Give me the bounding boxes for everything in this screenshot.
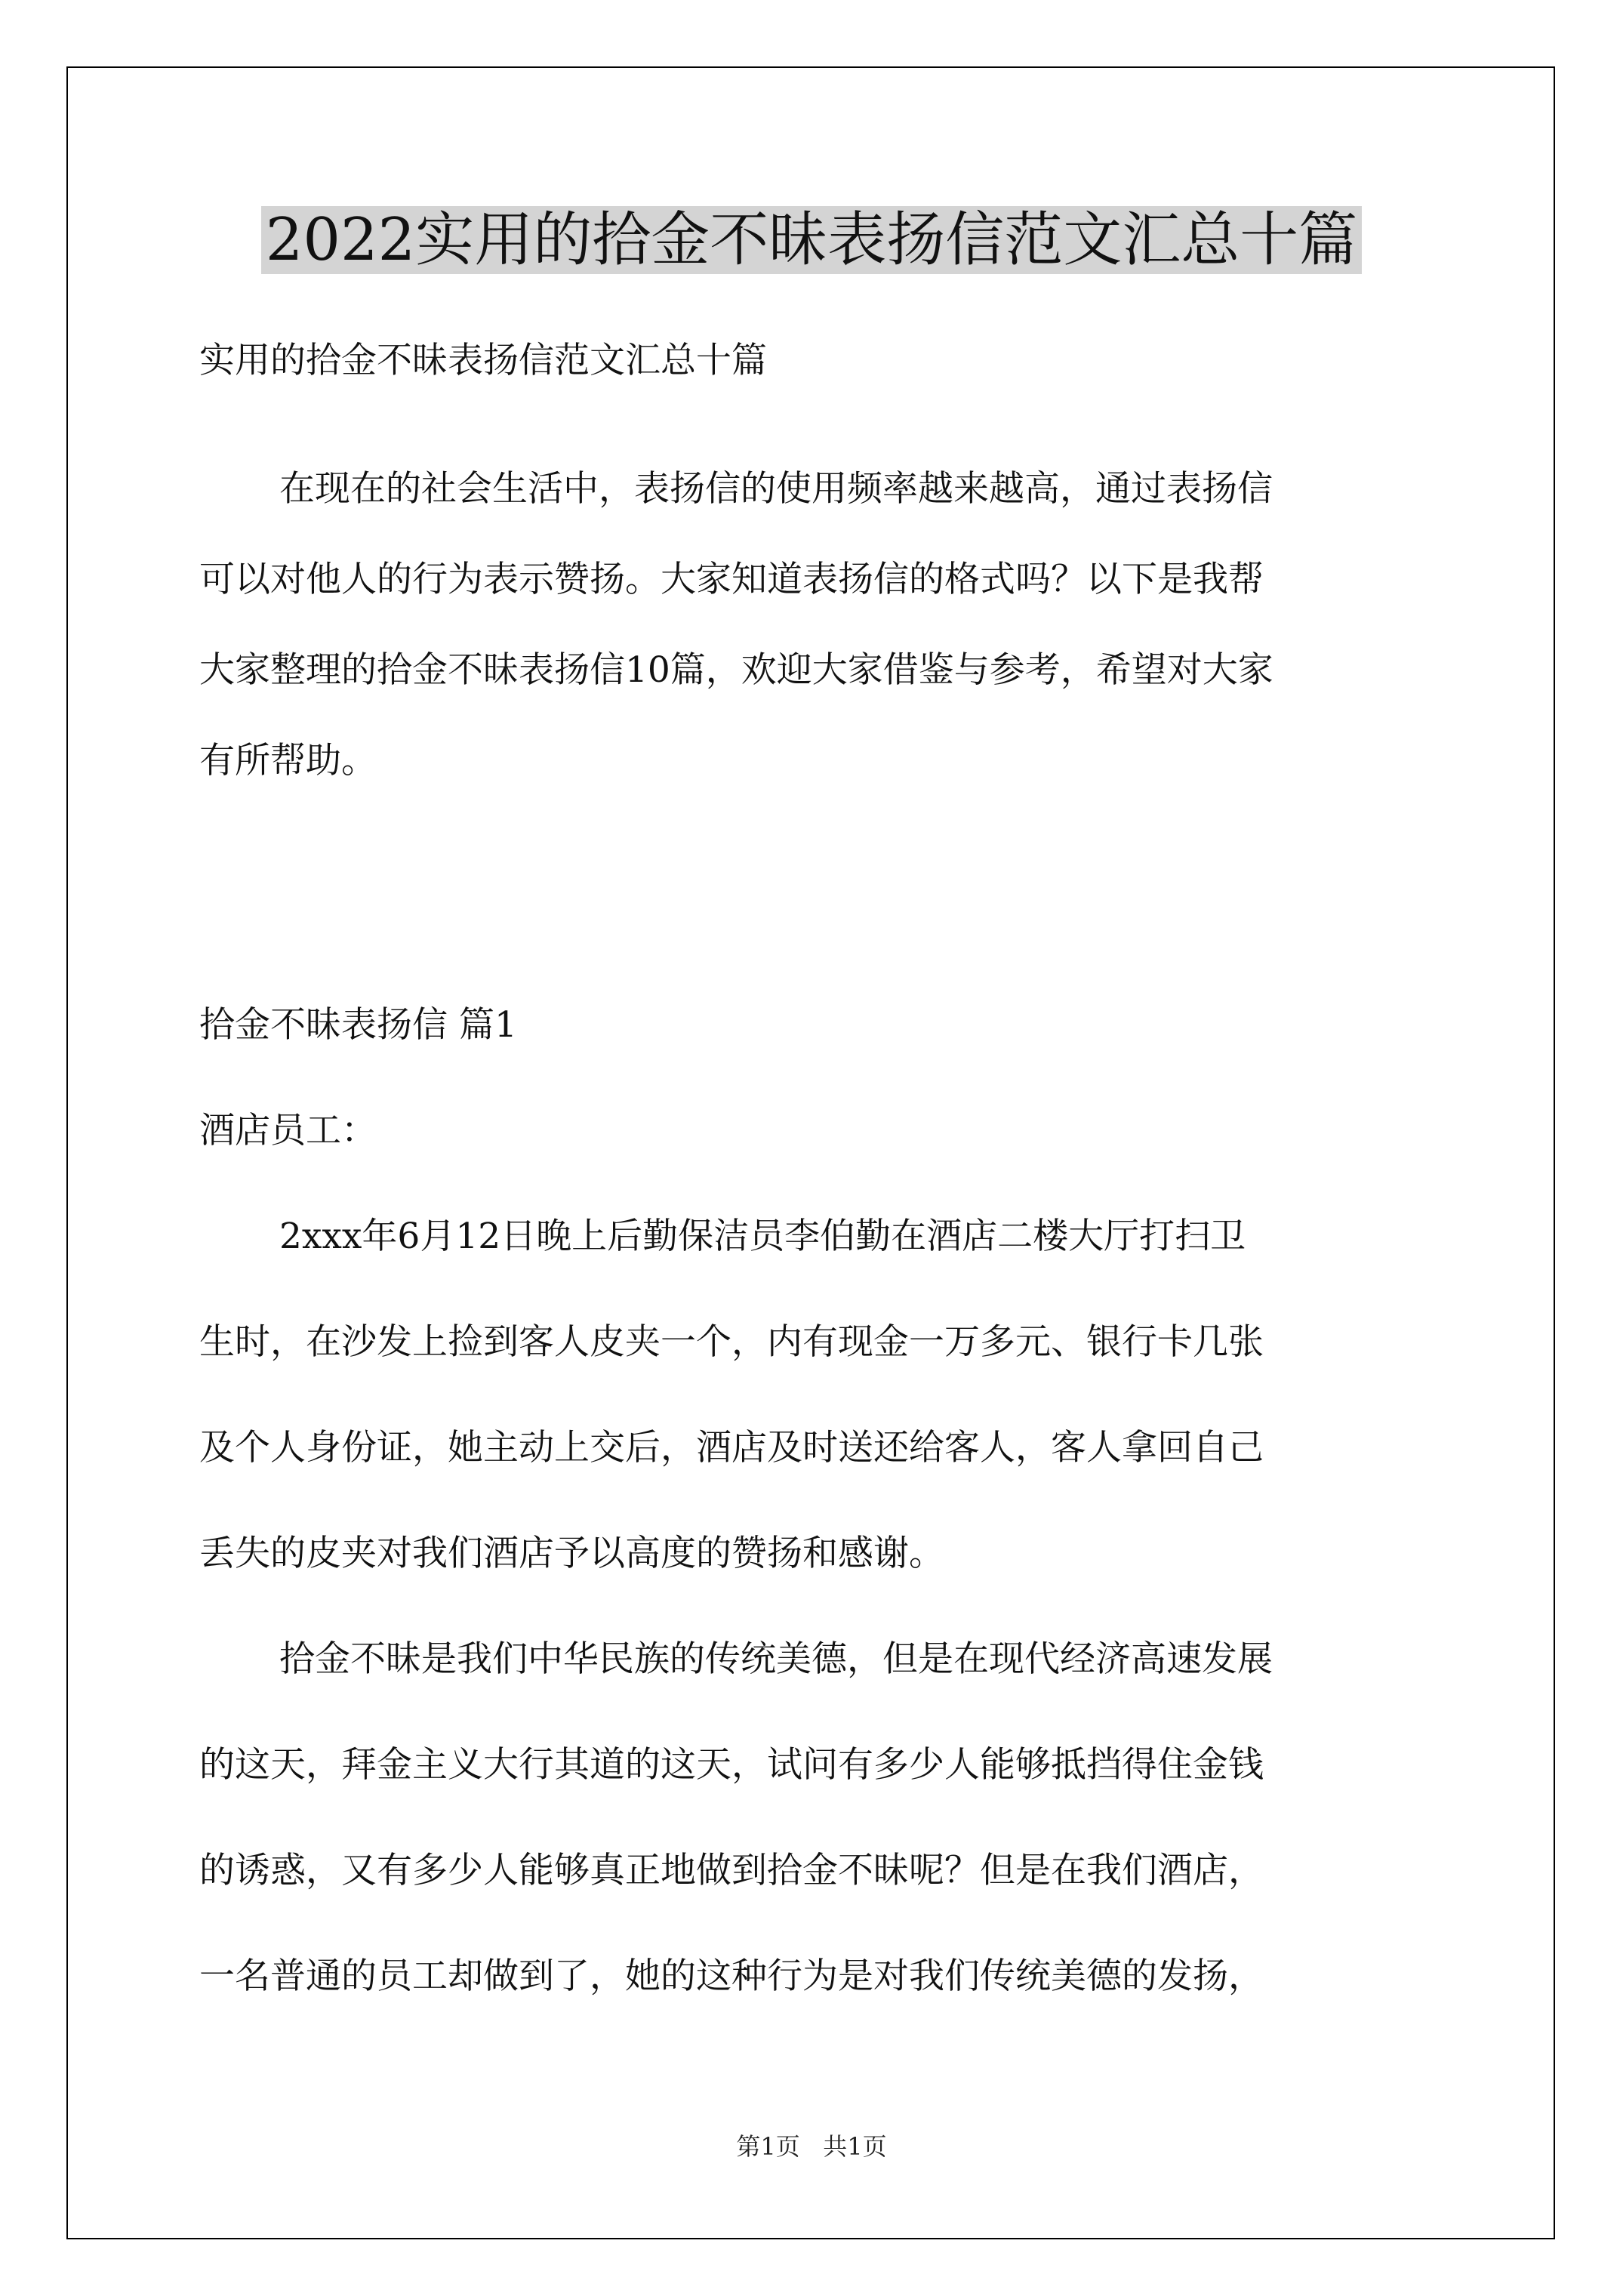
document-subtitle: 实用的拾金不昧表扬信范文汇总十篇 (199, 340, 767, 381)
paragraph-1-line-2: 生时，在沙发上捡到客人皮夹一个，内有现金一万多元、银行卡几张 (199, 1321, 1264, 1363)
intro-line-3: 大家整理的拾金不昧表扬信10篇，欢迎大家借鉴与参考，希望对大家 (199, 649, 1273, 691)
paragraph-2-line-2: 的这天，拜金主义大行其道的这天，试问有多少人能够抵挡得住金钱 (199, 1744, 1264, 1786)
document-title-text: 2022实用的拾金不昧表扬信范文汇总十篇 (261, 206, 1363, 274)
page-footer (0, 2131, 1623, 2162)
salutation: 酒店员工： (199, 1110, 377, 1151)
intro-line-1: 在现在的社会生活中，表扬信的使用频率越来越高，通过表扬信 (279, 468, 1273, 510)
paragraph-2-line-1: 拾金不昧是我们中华民族的传统美德，但是在现代经济高速发展 (279, 1638, 1273, 1680)
document-title (0, 202, 1623, 278)
intro-line-2: 可以对他人的行为表示赞扬。大家知道表扬信的格式吗？以下是我帮 (199, 559, 1264, 600)
paragraph-2-line-3: 的诱惑，又有多少人能够真正地做到拾金不昧呢？但是在我们酒店， (199, 1850, 1264, 1891)
page-number-label: 第1页 共1页 (736, 2132, 887, 2161)
section-heading: 拾金不昧表扬信 篇1 (199, 1004, 517, 1046)
paragraph-1-line-4: 丢失的皮夹对我们酒店予以高度的赞扬和感谢。 (199, 1533, 944, 1574)
paragraph-1-line-1: 2xxx年6月12日晚上后勤保洁员李伯勤在酒店二楼大厅打扫卫 (279, 1216, 1246, 1257)
paragraph-1-line-3: 及个人身份证，她主动上交后，酒店及时送还给客人，客人拿回自己 (199, 1427, 1264, 1469)
paragraph-2-line-4: 一名普通的员工却做到了，她的这种行为是对我们传统美德的发扬， (199, 1955, 1264, 1997)
intro-line-4: 有所帮助。 (199, 740, 377, 781)
